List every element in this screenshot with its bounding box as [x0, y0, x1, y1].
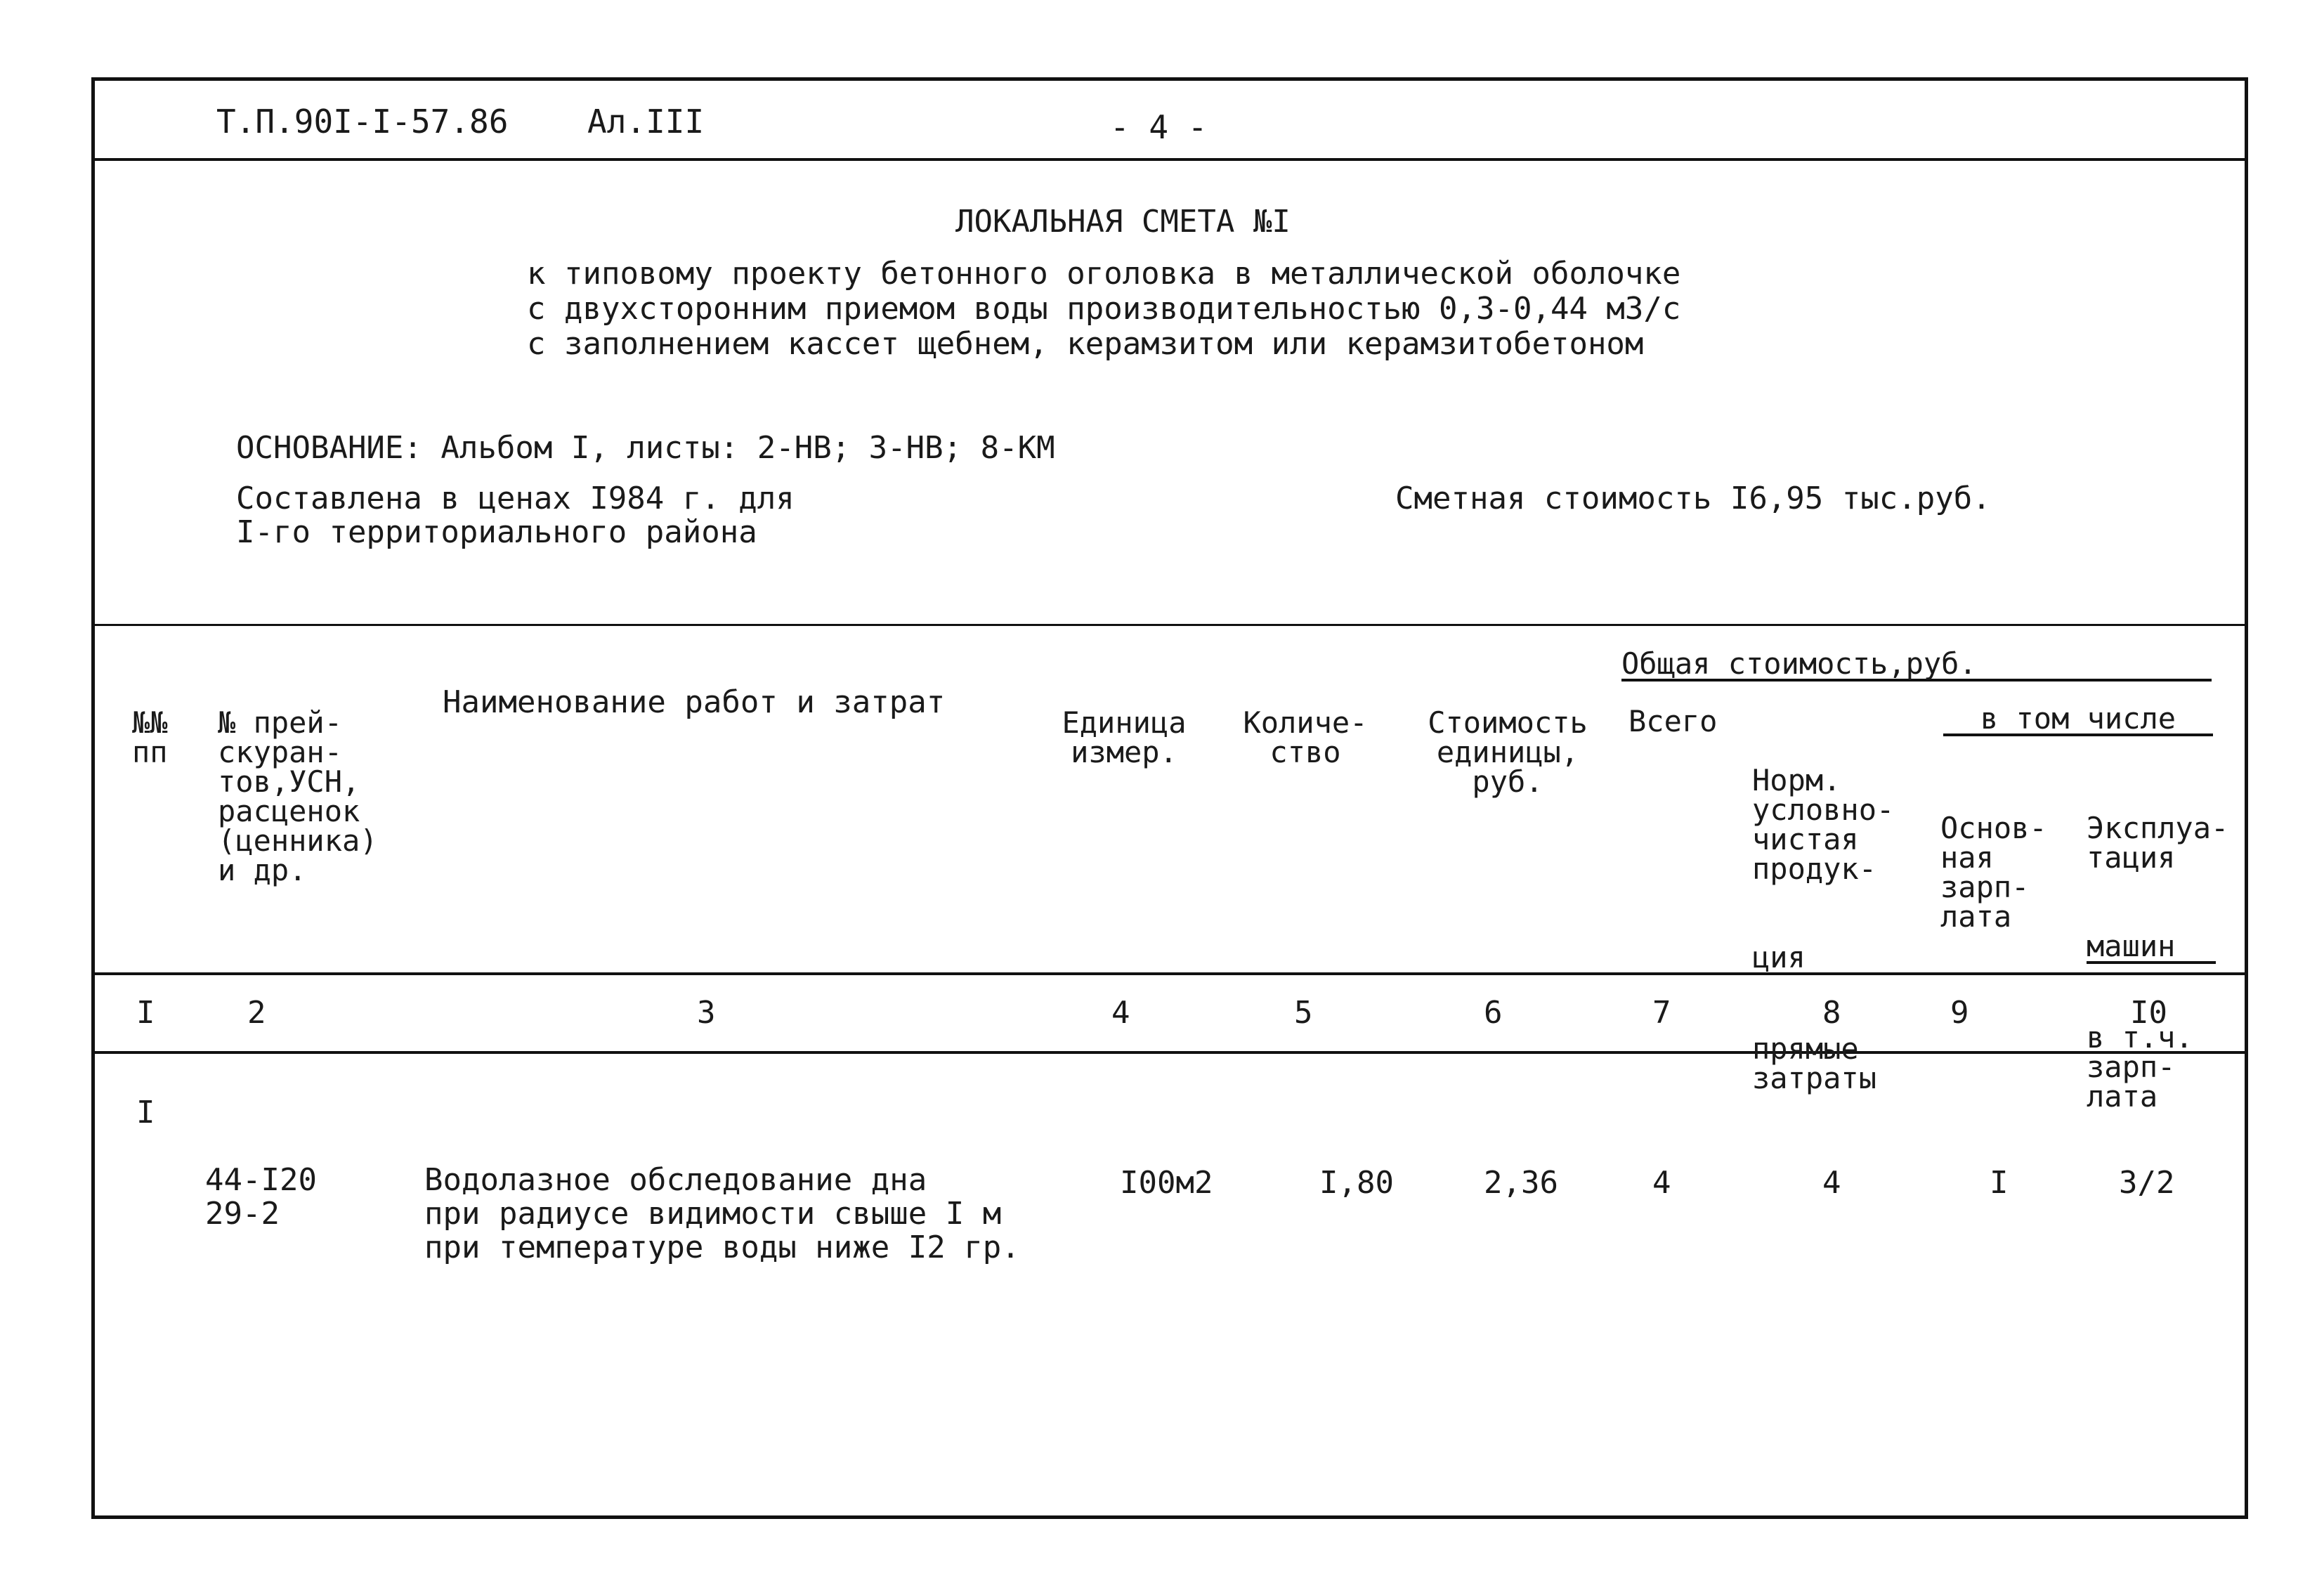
column-number: I [136, 995, 155, 1031]
estimate-title: ЛОКАЛЬНАЯ СМЕТА №I [955, 204, 1291, 240]
row-number: I [136, 1095, 155, 1130]
column-number: 7 [1652, 995, 1671, 1031]
album-number: Ал.III [587, 103, 705, 141]
row-price-code: 44-I20 29-2 [205, 1162, 317, 1232]
row-total: 4 [1652, 1165, 1671, 1201]
header-group-incl: в том числе [1943, 704, 2213, 736]
header-col-7: Всего [1628, 704, 1718, 738]
row-unit: I00м2 [1120, 1165, 1213, 1201]
column-number: 2 [247, 995, 266, 1031]
header-col-5: Количе- ство [1243, 705, 1368, 769]
header-col-1: №№ пп [132, 705, 168, 769]
title-line-2: с двухсторонним приемом воды производительностью 0,3-0,44 м3/с [527, 291, 1681, 327]
table-top-line [91, 624, 2248, 626]
column-numbers-bottom-line [91, 1051, 2248, 1054]
prices-line-2: I-го территориального района [236, 514, 757, 550]
row-norm-production: 4 [1822, 1165, 1841, 1201]
row-quantity: I,80 [1319, 1165, 1394, 1201]
column-number: 6 [1484, 995, 1503, 1031]
column-number: 5 [1294, 995, 1313, 1031]
column-number: 3 [697, 995, 716, 1031]
page-number: - 4 - [1110, 108, 1208, 146]
row-base-salary: I [1990, 1165, 2009, 1201]
prices-line-1: Составлена в ценах I984 г. для [236, 481, 795, 516]
title-line-1: к типовому проекту бетонного оголовка в металлической оболочке [527, 256, 1681, 292]
estimated-cost: Сметная стоимость I6,95 тыс.руб. [1395, 481, 1991, 516]
column-number: 8 [1822, 995, 1841, 1031]
column-numbers-top-line [91, 972, 2248, 975]
column-number: I0 [2130, 995, 2167, 1031]
row-machine-operation: 3/2 [2119, 1165, 2175, 1201]
row-work-name: Водолазное обследование дна при радиусе видимости свыше I м при температуре воды ниже I2 гр. [424, 1162, 1020, 1265]
header-divider [91, 158, 2248, 161]
document-code: Т.П.90I-I-57.86 [216, 103, 509, 141]
header-group-total: Общая стоимость,руб. [1621, 649, 2212, 682]
basis-line: ОСНОВАНИЕ: Альбом I, листы: 2-НВ; 3-НВ; 8-КМ [236, 430, 1055, 466]
header-col-4: Единица измер. [1062, 705, 1187, 769]
column-number: 4 [1111, 995, 1130, 1031]
header-col-10: Эксплуа- тация машин в т.ч. зарп- лата [2087, 811, 2229, 1114]
header-col-6: Стоимость единицы, руб. [1428, 705, 1588, 799]
title-line-3: с заполнением кассет щебнем, керамзитом или керамзитобетоном [527, 326, 1644, 362]
header-col-3: Наименование работ и затрат [443, 684, 946, 720]
header-col-2: № прей- скуран- тов,УСН, расценок (ценника) и др. [218, 705, 378, 887]
header-col-8: Норм. условно- чистая продук- ция прямые затраты [1752, 707, 1901, 1152]
column-number: 9 [1950, 995, 1969, 1031]
header-col-9: Основ- ная зарп- лата [1940, 811, 2047, 934]
row-unit-cost: 2,36 [1484, 1165, 1558, 1201]
